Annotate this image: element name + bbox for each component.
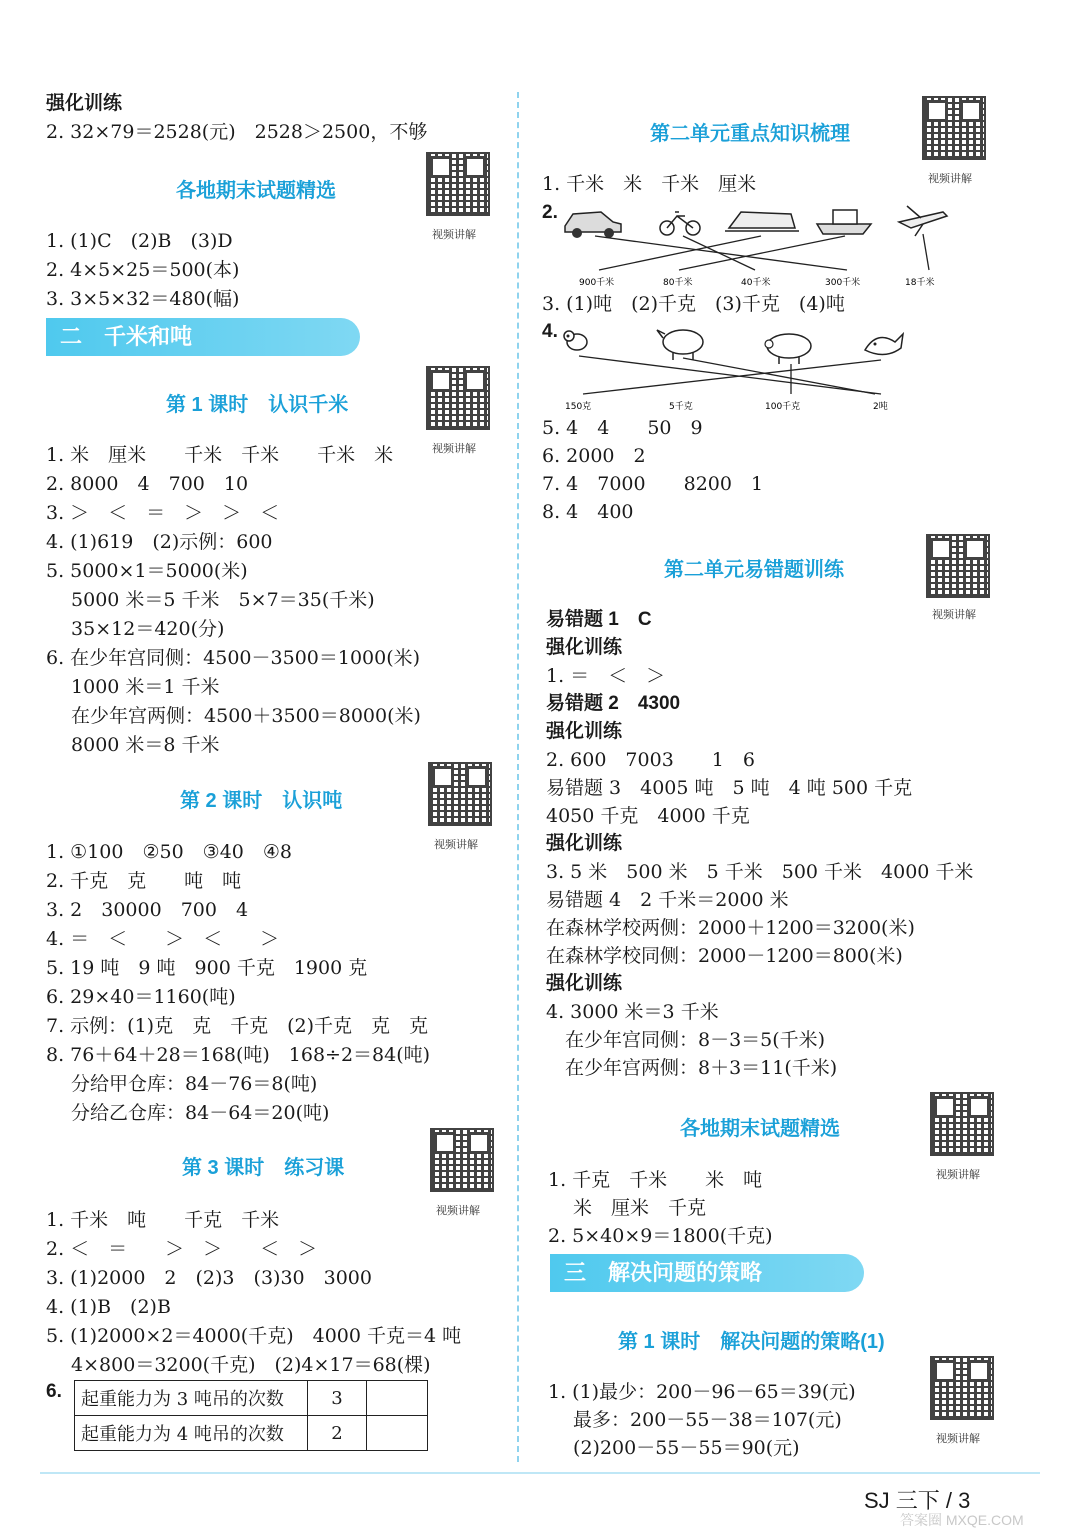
- reinforce-heading: 强化训练: [546, 973, 623, 994]
- list-item: 5. 5000×1＝5000(米): [46, 560, 248, 582]
- reinforce-heading: 强化训练: [546, 721, 623, 742]
- video-label: 视频讲解: [936, 1169, 980, 1181]
- vehicle-matching-diagram: [555, 198, 955, 290]
- list-item: 5. 4 4 50 9: [542, 417, 703, 439]
- list-item: 3. 2 30000 700 4: [46, 899, 249, 921]
- list-item: 3. 5 米 500 米 5 千米 500 千米 4000 千米: [546, 861, 974, 883]
- list-item: 1. 千克 千米 米 吨: [548, 1169, 763, 1191]
- list-item: 8000 米＝8 千米: [46, 734, 220, 756]
- video-label: 视频讲解: [434, 839, 478, 851]
- lesson-1-title: 第 1 课时 认识千米: [166, 394, 349, 416]
- distance-label: 40千米: [741, 278, 771, 288]
- list-item: 6. 2000 2: [542, 445, 646, 467]
- weight-label: 150克: [565, 402, 592, 412]
- list-item: 1. ＝ ＜ ＞: [546, 665, 666, 687]
- error-item: 易错题 1 C: [546, 609, 652, 630]
- watermark: 答案圈 MXQE.COM: [900, 1512, 1024, 1528]
- page-number: SJ 三下 / 3: [864, 1488, 971, 1513]
- error-item: 易错题 4 2 千米＝2000 米: [546, 889, 789, 911]
- list-item: 5. 19 吨 9 吨 900 千克 1900 克: [46, 957, 368, 979]
- list-item: 4. ＝ ＜ ＞ ＜ ＞: [46, 928, 280, 950]
- video-label: 视频讲解: [932, 609, 976, 621]
- list-item: 在森林学校两侧：2000＋1200＝3200(米): [546, 917, 915, 939]
- exam-title-left: 各地期末试题精选: [176, 180, 336, 202]
- table-cell-empty: [367, 1416, 428, 1451]
- question-2-label: 2.: [542, 202, 558, 223]
- list-item: 4. (1)B (2)B: [46, 1296, 171, 1318]
- bicycle-icon: [660, 212, 700, 235]
- list-item: 5000 米＝5 千米 5×7＝35(千米): [46, 589, 375, 611]
- distance-label: 18千米: [905, 278, 935, 288]
- list-item: 7. 4 7000 8200 1: [542, 473, 764, 495]
- animal-matching-diagram: [555, 320, 915, 414]
- list-item: 2. 千克 克 吨 吨: [46, 870, 242, 892]
- list-item: 3. ＞ ＜ ＝ ＞ ＞ ＜: [46, 502, 280, 524]
- list-item: 分给甲仓库：84－76＝8(吨): [46, 1073, 318, 1095]
- list-item: 6. 在少年宫同侧：4500－3500＝1000(米): [46, 647, 421, 669]
- weight-label: 100千克: [765, 402, 801, 412]
- list-item: 4. 3000 米＝3 千米: [546, 1001, 719, 1023]
- list-item: 1000 米＝1 千米: [46, 676, 220, 698]
- list-item: 2. 5×40×9＝1800(千克): [548, 1225, 773, 1247]
- list-item: 1. ①100 ②50 ③40 ④8: [46, 841, 293, 863]
- list-item: 4. (1)619 (2)示例：600: [46, 531, 273, 553]
- list-item: 2. 600 7003 1 6: [546, 749, 755, 771]
- qr-code-icon[interactable]: [426, 152, 490, 216]
- list-item: 8. 76＋64＋28＝168(吨) 168÷2＝84(吨): [46, 1044, 431, 1066]
- video-label: 视频讲解: [928, 173, 972, 185]
- weight-label: 5千克: [669, 402, 693, 412]
- distance-label: 300千米: [825, 278, 861, 288]
- crane-table: [74, 1380, 428, 1451]
- car-icon: [565, 212, 621, 238]
- list-item: (2)200－55－55＝90(元): [548, 1437, 800, 1459]
- list-item: 7. 示例：(1)克 克 千克 (2)千克 克 克: [46, 1015, 428, 1037]
- list-item: 在少年宫两侧：8＋3＝11(千米): [546, 1057, 838, 1079]
- airplane-icon: [899, 206, 947, 236]
- video-label: 视频讲解: [436, 1205, 480, 1217]
- rhino-icon: [657, 330, 703, 360]
- list-item: 1. 米 厘米 千米 千米 千米 米: [46, 444, 394, 466]
- question-6-label: 6.: [46, 1381, 62, 1402]
- reinforce-heading: 强化训练: [46, 93, 123, 114]
- list-item: 1. 千米 吨 千克 千米: [46, 1209, 280, 1231]
- reinforce-heading: 强化训练: [546, 637, 623, 658]
- list-item: 2. ＜ ＝ ＞ ＞ ＜ ＞: [46, 1238, 318, 1260]
- list-item: 最多：200－55－38＝107(元): [548, 1409, 842, 1431]
- list-item: 35×12＝420(分): [46, 618, 225, 640]
- list-item: 米 厘米 千克: [548, 1197, 707, 1219]
- list-item: 1. (1)C (2)B (3)D: [46, 230, 233, 252]
- reinforce-heading: 强化训练: [546, 833, 623, 854]
- list-item: 1. 千米 米 千米 厘米: [542, 173, 757, 195]
- list-item: 2. 4×5×25＝500(本): [46, 259, 240, 281]
- table-cell-label: 起重能力为 3 吨吊的次数: [75, 1381, 308, 1416]
- lesson-strategy-title: 第 1 课时 解决问题的策略(1): [618, 1331, 885, 1353]
- qr-code-icon[interactable]: [930, 1092, 994, 1156]
- video-label: 视频讲解: [936, 1433, 980, 1445]
- ship-icon: [817, 210, 871, 234]
- qr-code-icon[interactable]: [430, 1128, 494, 1192]
- list-item: 在少年宫同侧：8－3＝5(千米): [546, 1029, 826, 1051]
- list-item: 在森林学校同侧：2000－1200＝800(米): [546, 945, 903, 967]
- table-cell-value: 3: [308, 1381, 367, 1416]
- list-item: 在少年宫两侧：4500＋3500＝8000(米): [46, 705, 421, 727]
- list-item: 1. (1)最少：200－96－65＝39(元): [548, 1381, 856, 1403]
- list-item: 4050 千克 4000 千克: [546, 805, 750, 827]
- video-label: 视频讲解: [432, 443, 476, 455]
- summary-title: 第二单元重点知识梳理: [650, 123, 850, 145]
- whale-icon: [865, 334, 903, 355]
- list-item: 2. 8000 4 700 10: [46, 473, 249, 495]
- distance-label: 900千米: [579, 278, 615, 288]
- distance-label: 80千米: [663, 278, 693, 288]
- qr-code-icon[interactable]: [930, 1356, 994, 1420]
- column-divider: [517, 92, 519, 1462]
- unit-3-banner: 三 解决问题的策略: [550, 1254, 864, 1292]
- errors-title: 第二单元易错题训练: [664, 559, 844, 581]
- question-4-label: 4.: [542, 321, 558, 342]
- table-cell-value: 2: [308, 1416, 367, 1451]
- table-cell-label: 起重能力为 4 吨吊的次数: [75, 1416, 308, 1451]
- error-item: 易错题 2 4300: [546, 693, 681, 714]
- qr-code-icon[interactable]: [926, 534, 990, 598]
- reinforce-line: 2. 32×79＝2528(元) 2528＞2500，不够: [46, 121, 428, 143]
- qr-code-icon[interactable]: [428, 762, 492, 826]
- lesson-2-title: 第 2 课时 认识吨: [180, 790, 343, 812]
- list-item: 8. 4 400: [542, 501, 634, 523]
- list-item: 分给乙仓库：84－64＝20(吨): [46, 1102, 330, 1124]
- table-row: [75, 1381, 428, 1416]
- train-icon: [725, 212, 799, 231]
- lesson-3-title: 第 3 课时 练习课: [182, 1157, 345, 1179]
- pig-icon: [765, 334, 811, 364]
- table-row: [75, 1416, 428, 1451]
- list-item: 3. (1)2000 2 (2)3 (3)30 3000: [46, 1267, 372, 1289]
- weight-label: 2吨: [873, 402, 888, 412]
- list-item: 4×800＝3200(千克) (2)4×17＝68(棵): [46, 1354, 431, 1376]
- qr-code-icon[interactable]: [922, 96, 986, 160]
- unit-2-banner: 二 千米和吨: [46, 318, 360, 356]
- table-cell-empty: [367, 1381, 428, 1416]
- list-item: 6. 29×40＝1160(吨): [46, 986, 236, 1008]
- exam-title-right: 各地期末试题精选: [680, 1118, 840, 1140]
- footer-rule: [40, 1472, 1040, 1474]
- qr-code-icon[interactable]: [426, 366, 490, 430]
- list-item: 5. (1)2000×2＝4000(千克) 4000 千克＝4 吨: [46, 1325, 462, 1347]
- list-item: 3. (1)吨 (2)千克 (3)千克 (4)吨: [542, 293, 845, 315]
- dog-icon: [564, 331, 587, 350]
- list-item: 3. 3×5×32＝480(幅): [46, 288, 240, 310]
- video-label: 视频讲解: [432, 229, 476, 241]
- error-item: 易错题 3 4005 吨 5 吨 4 吨 500 千克: [546, 777, 913, 799]
